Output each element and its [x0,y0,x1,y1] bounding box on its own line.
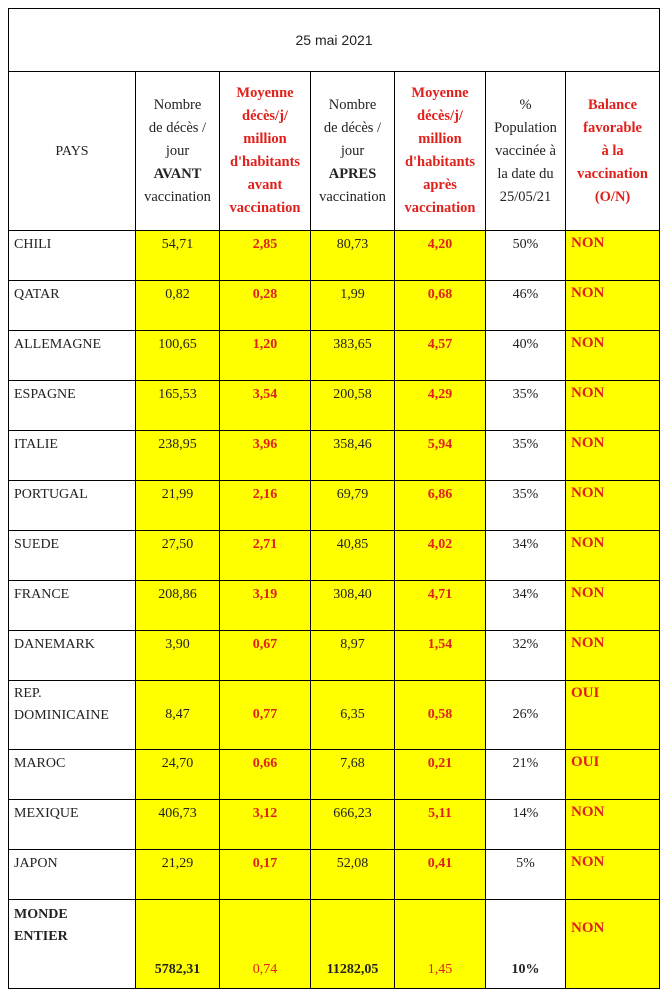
header-line: million [243,131,287,147]
country-name: QATAR [14,287,60,302]
balance-verdict-cell: NON [566,281,660,331]
avg-before-cell: 1,20 [220,331,311,381]
avg-after-cell: 1,54 [395,631,486,681]
avg-before-cell: 2,85 [220,231,311,281]
pct-vaccinated-cell: 21% [486,750,566,800]
avg-after-cell: 4,20 [395,231,486,281]
avg-after-cell: 6,86 [395,481,486,531]
header-pays-label: PAYS [55,143,89,159]
deaths-before-cell: 8,47 [136,681,220,750]
country-name: MONDE [14,907,68,922]
pct-vaccinated-cell: 10% [486,900,566,989]
pct-vaccinated-cell: 32% [486,631,566,681]
header-pays [9,72,136,231]
country-name: DANEMARK [14,637,95,652]
avg-before-cell: 0,66 [220,750,311,800]
avg-before-cell: 3,19 [220,581,311,631]
deaths-after-cell: 358,46 [311,431,395,481]
country-cell [9,531,136,581]
country-cell [9,431,136,481]
avg-before-cell: 0,74 [220,900,311,989]
avg-before-cell: 3,54 [220,381,311,431]
header-line: la date du [497,165,554,182]
country-name: CHILI [14,237,52,252]
avg-before-cell: 2,16 [220,481,311,531]
avg-after-cell: 0,68 [395,281,486,331]
avg-after-cell: 0,21 [395,750,486,800]
header-line: jour [165,142,190,159]
country-cell [9,750,136,800]
pct-vaccinated-cell: 50% [486,231,566,281]
country-cell [9,581,136,631]
country-name: ENTIER [14,929,68,944]
table-row [9,631,660,681]
pct-vaccinated-cell: 34% [486,531,566,581]
deaths-before-cell: 27,50 [136,531,220,581]
header-line: 25/05/21 [499,188,552,205]
table-row [9,531,660,581]
avg-after-cell: 5,11 [395,800,486,850]
header-line: % [519,96,532,113]
pct-vaccinated-cell: 26% [486,681,566,750]
pct-vaccinated-cell: 35% [486,381,566,431]
header-line: de décès / [148,119,207,136]
table-row [9,800,660,850]
country-cell [9,850,136,900]
country-name: ITALIE [14,437,58,452]
table-row [9,281,660,331]
balance-verdict-cell: NON [566,581,660,631]
balance-verdict-cell: NON [566,481,660,531]
country-cell [9,800,136,850]
header-line: Balance [587,96,638,113]
avg-after-cell: 5,94 [395,431,486,481]
pct-vaccinated-cell: 35% [486,481,566,531]
deaths-after-cell: 52,08 [311,850,395,900]
header-pct-vaccinated [486,72,566,231]
balance-verdict-cell: OUI [566,681,660,750]
deaths-before-cell: 238,95 [136,431,220,481]
balance-verdict-cell: NON [566,381,660,431]
deaths-after-cell: 6,35 [311,681,395,750]
avg-after-cell: 4,57 [395,331,486,381]
avg-before-cell: 0,17 [220,850,311,900]
header-deaths-before [136,72,220,231]
header-line: à la [601,142,624,159]
deaths-after-cell: 666,23 [311,800,395,850]
table-row [9,750,660,800]
avg-after-cell: 4,71 [395,581,486,631]
balance-verdict-cell: NON [566,850,660,900]
country-name: PORTUGAL [14,487,88,502]
header-line: décès/j/ [417,108,463,124]
avg-after-cell: 0,41 [395,850,486,900]
avg-before-cell: 3,96 [220,431,311,481]
header-line: Moyenne [236,85,294,101]
date-row [9,9,660,72]
deaths-before-cell: 21,29 [136,850,220,900]
country-name: MAROC [14,756,66,771]
country-cell [9,681,136,750]
balance-verdict-cell: NON [566,631,660,681]
header-line: vaccination [319,188,386,205]
country-cell [9,281,136,331]
country-name: ESPAGNE [14,387,76,402]
balance-verdict-cell: NON [566,231,660,281]
deaths-before-cell: 24,70 [136,750,220,800]
deaths-after-cell: 80,73 [311,231,395,281]
country-name: DOMINICAINE [14,708,109,723]
header-line: vaccination [144,188,211,205]
table-row [9,231,660,281]
header-line: d'habitants [404,154,476,170]
header-line: jour [340,142,365,159]
avg-before-cell: 0,28 [220,281,311,331]
country-name: ALLEMAGNE [14,337,102,352]
balance-verdict-cell: OUI [566,750,660,800]
header-line: vaccinée à [495,142,556,159]
avg-after-cell: 4,02 [395,531,486,581]
header-avg-after [395,72,486,231]
avg-before-cell: 2,71 [220,531,311,581]
header-line: vaccination [577,165,648,182]
deaths-before-cell: 0,82 [136,281,220,331]
header-line: favorable [583,119,642,136]
header-line: vaccination [229,200,301,216]
table-row [9,481,660,531]
pct-vaccinated-cell: 46% [486,281,566,331]
header-line: APRES [328,165,377,182]
avg-after-cell: 1,45 [395,900,486,989]
avg-before-cell: 0,67 [220,631,311,681]
country-name: SUEDE [14,537,60,552]
avg-after-cell: 0,58 [395,681,486,750]
table-row [9,431,660,481]
balance-verdict-cell: NON [566,531,660,581]
date-cell [9,9,660,72]
deaths-before-cell: 3,90 [136,631,220,681]
header-line: avant [247,177,283,193]
country-name: REP. [14,686,42,701]
header-line: million [418,131,462,147]
header-balance [566,72,660,231]
deaths-before-cell: 406,73 [136,800,220,850]
header-row [9,72,660,231]
table-row [9,331,660,381]
header-line: décès/j/ [242,108,288,124]
balance-verdict-cell: NON [566,431,660,481]
table-row [9,681,660,750]
deaths-after-cell: 7,68 [311,750,395,800]
deaths-after-cell: 308,40 [311,581,395,631]
avg-before-cell: 0,77 [220,681,311,750]
deaths-before-cell: 5782,31 [136,900,220,989]
header-deaths-after [311,72,395,231]
country-cell [9,481,136,531]
table-row [9,900,660,989]
pct-vaccinated-cell: 14% [486,800,566,850]
table-row [9,850,660,900]
country-cell [9,900,136,989]
table-row [9,381,660,431]
deaths-after-cell: 40,85 [311,531,395,581]
header-line: AVANT [153,165,202,182]
header-line: Population [494,119,557,136]
country-cell [9,331,136,381]
header-line: de décès / [323,119,382,136]
balance-verdict-cell: NON [566,800,660,850]
deaths-after-cell: 200,58 [311,381,395,431]
header-line: Nombre [153,96,202,113]
header-line: d'habitants [229,154,301,170]
country-name: JAPON [14,856,58,871]
deaths-after-cell: 11282,05 [311,900,395,989]
country-cell [9,231,136,281]
deaths-after-cell: 8,97 [311,631,395,681]
table-row [9,581,660,631]
covid-vaccination-table-sheet [8,8,659,977]
deaths-after-cell: 1,99 [311,281,395,331]
header-line: vaccination [404,200,476,216]
avg-after-cell: 4,29 [395,381,486,431]
header-line: (O/N) [594,188,631,205]
pct-vaccinated-cell: 35% [486,431,566,481]
deaths-before-cell: 100,65 [136,331,220,381]
date-label: 25 mai 2021 [295,32,373,48]
data-table [8,8,660,989]
pct-vaccinated-cell: 5% [486,850,566,900]
header-line: Nombre [328,96,377,113]
deaths-before-cell: 21,99 [136,481,220,531]
deaths-before-cell: 165,53 [136,381,220,431]
header-avg-before [220,72,311,231]
country-cell [9,631,136,681]
header-line: après [423,177,457,193]
header-line: Moyenne [411,85,469,101]
pct-vaccinated-cell: 40% [486,331,566,381]
country-name: FRANCE [14,587,70,602]
country-name: MEXIQUE [14,806,79,821]
deaths-before-cell: 208,86 [136,581,220,631]
country-cell [9,381,136,431]
pct-vaccinated-cell: 34% [486,581,566,631]
balance-verdict-cell: NON [566,900,660,989]
deaths-after-cell: 383,65 [311,331,395,381]
deaths-before-cell: 54,71 [136,231,220,281]
balance-verdict-cell: NON [566,331,660,381]
avg-before-cell: 3,12 [220,800,311,850]
deaths-after-cell: 69,79 [311,481,395,531]
